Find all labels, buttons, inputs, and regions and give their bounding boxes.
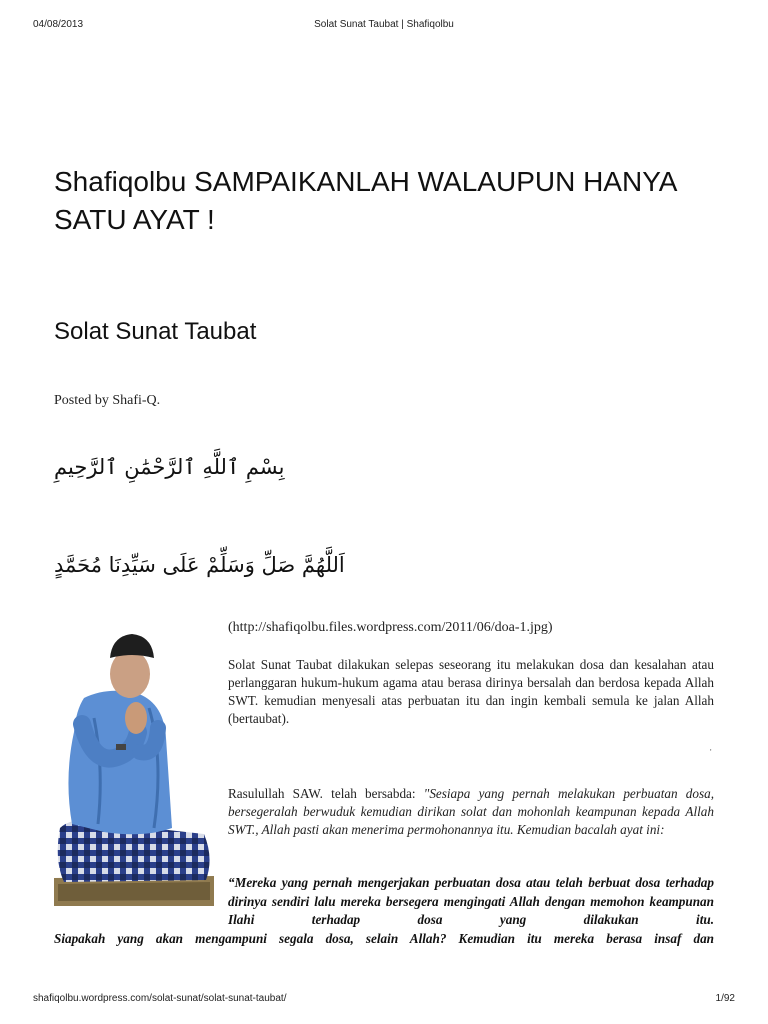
separator-dot: ' xyxy=(710,748,712,757)
hadith-lead: Rasulullah SAW. telah bersabda: xyxy=(228,786,424,801)
praying-man-photo xyxy=(54,628,214,908)
paragraph-intro: Solat Sunat Taubat dilakukan selepas seseorang itu melakukan dosa dan kesalahan atau perlanggaran hukum-hukum agama atau berasa dirinya bersalah dan berdosa kepada Allah SWT. kemudian menyesali atas perbuatan itu dan ingin kembali semula ke jalan Allah (bertaubat). xyxy=(228,657,714,726)
site-title[interactable]: Shafiqolbu SAMPAIKANLAH WALAUPUN HANYA SATU AYAT ! xyxy=(54,166,676,235)
image-link[interactable]: (http://shafiqolbu.files.wordpress.com/2011/06/doa-1.jpg) xyxy=(228,620,553,635)
quote-part-2: Siapakah yang akan mengampuni segala dosa, selain Allah? Kemudian itu mereka berasa insaf dan xyxy=(54,930,714,946)
post-title[interactable]: Solat Sunat Taubat xyxy=(54,318,257,345)
arabic-selawat: اَللَّهُمَّ صَلِّ وَسَلِّمْ عَلَى سَيِّدِنَا مُحَمَّدٍ xyxy=(54,553,345,577)
hadith-text: "Sesiapa yang pernah melakukan perbuatan dosa, bersegeralah berwuduk kemudian dirikan solat dan mohonlah keampunan kepada Allah SWT., Allah pasti akan menerima permohonannya itu. Kemudian bacalah ayat ini: xyxy=(228,786,714,837)
quran-quote xyxy=(54,874,714,948)
print-date: 04/08/2013 xyxy=(33,19,84,30)
posted-by: Posted by Shafi-Q. xyxy=(54,393,161,408)
paragraph-hadith xyxy=(228,785,714,839)
print-url: shafiqolbu.wordpress.com/solat-sunat/solat-sunat-taubat/ xyxy=(33,993,287,1004)
arabic-bismillah: بِسْمِ ٱللَّهِ ٱلرَّحْمَٰنِ ٱلرَّحِيمِ xyxy=(54,455,285,479)
quote-part-1: “Mereka yang pernah mengerjakan perbuatan dosa atau telah berbuat dosa terhadap dirinya sendiri lalu mereka bersegera mengingati Allah dengan memohon keampunan Ilahi terhadap dosa yang dilakukan itu. xyxy=(228,875,714,927)
print-page-number: 1/92 xyxy=(715,993,735,1004)
print-page-title: Solat Sunat Taubat | Shafiqolbu xyxy=(314,19,454,30)
